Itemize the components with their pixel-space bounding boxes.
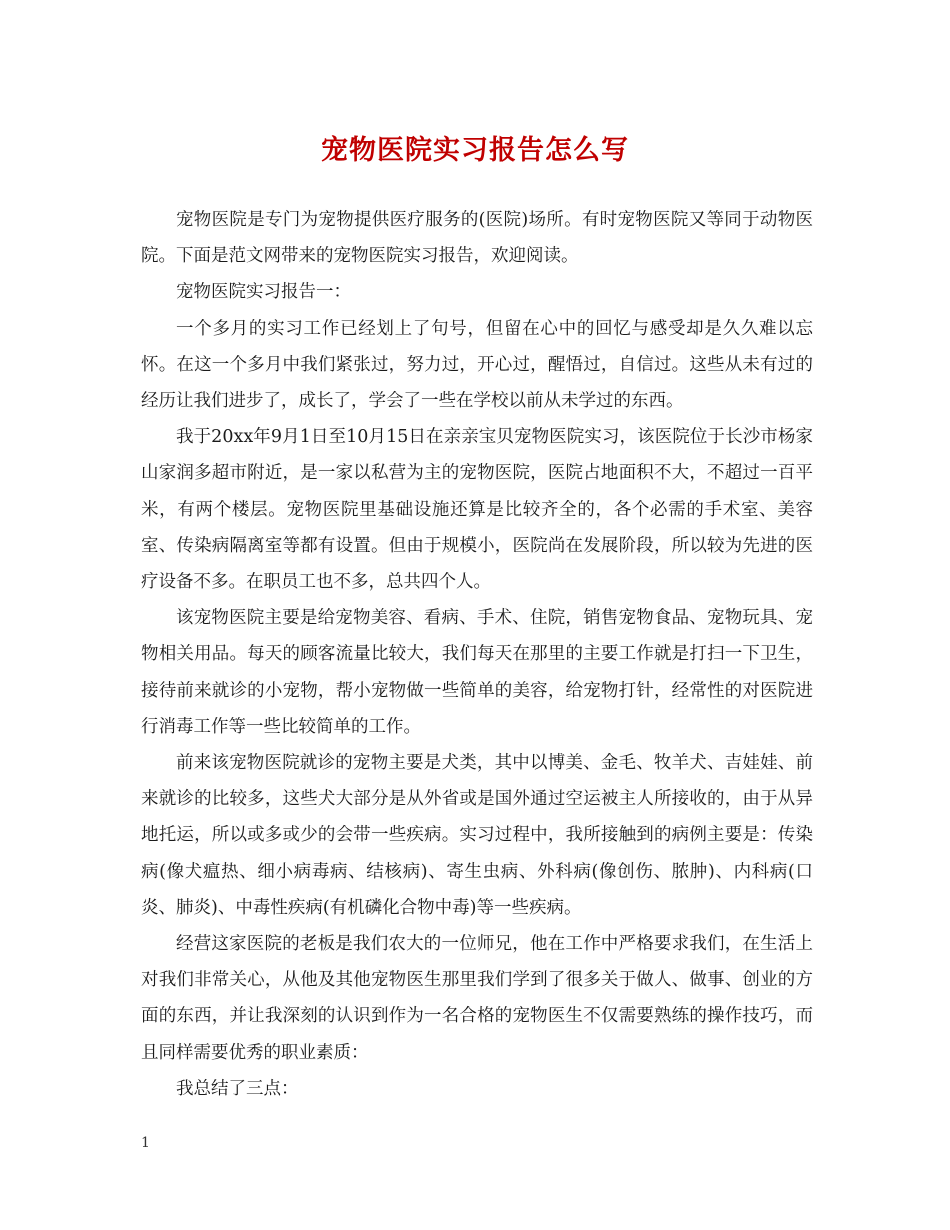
paragraph-hospital-info: 我于20xx年9月1日至10月15日在亲亲宝贝宠物医院实习，该医院位于长沙市杨家山家润多超市附近，是一家以私营为主的宠物医院，医院占地面积不大，不超过一百平米，有两个楼层。宠物医院里基础设施还算是比较齐全的，各个必需的手术室、美容室、传染病隔离室等都有设置。但由于规模小，医院尚在发展阶段，所以较为先进的医疗设备不多。在职员工也不多，总共四个人。 bbox=[141, 427, 813, 593]
paragraph-cases: 前来该宠物医院就诊的宠物主要是犬类，其中以博美、金毛、牧羊犬、吉娃娃、前来就诊的比较多，这些犬大部分是从外省或是国外通过空运被主人所接收的，由于从异地托运，所以或多或少的会带一些疾病。实习过程中，我所接触到的病例主要是：传染病(像犬瘟热、细小病毒病、结核病)、寄生虫病、外科病(像创伤、脓肿)、内科病(口炎、肺炎)、中毒性疾病(有机磷化合物中毒)等一些疾病。 bbox=[141, 753, 813, 918]
paragraph-report-heading: 宠物医院实习报告一： bbox=[176, 282, 351, 303]
paragraph-summary: 我总结了三点： bbox=[176, 1078, 299, 1099]
paragraph-reflection: 一个多月的实习工作已经划上了句号，但留在心中的回忆与感受却是久久难以忘怀。在这一个多月中我们紧张过，努力过，开心过，醒悟过，自信过。这些从未有过的经历让我们进步了，成长了，学会了一些在学校以前从未学过的东西。 bbox=[141, 318, 813, 412]
page-number: 1 bbox=[141, 1135, 150, 1151]
paragraph-intro: 宠物医院是专门为宠物提供医疗服务的(医院)场所。有时宠物医院又等同于动物医院。下面是范文网带来的宠物医院实习报告，欢迎阅读。 bbox=[141, 210, 813, 267]
paragraph-mentor: 经营这家医院的老板是我们农大的一位师兄，他在工作中严格要求我们，在生活上对我们非常关心，从他及其他宠物医生那里我们学到了很多关于做人、做事、创业的方面的东西，并让我深刻的认识到作为一名合格的宠物医生不仅需要熟练的操作技巧，而且同样需要优秀的职业素质： bbox=[141, 934, 813, 1063]
paragraph-services: 该宠物医院主要是给宠物美容、看病、手术、住院，销售宠物食品、宠物玩具、宠物相关用品。每天的顾客流量比较大，我们每天在那里的主要工作就是打扫一下卫生，接待前来就诊的小宠物，帮小宠物做一些简单的美容，给宠物打针，经常性的对医院进行消毒工作等一些比较简单的工作。 bbox=[141, 608, 813, 737]
document-title: 宠物医院实习报告怎么写 bbox=[321, 135, 629, 166]
document-body bbox=[141, 202, 813, 1107]
